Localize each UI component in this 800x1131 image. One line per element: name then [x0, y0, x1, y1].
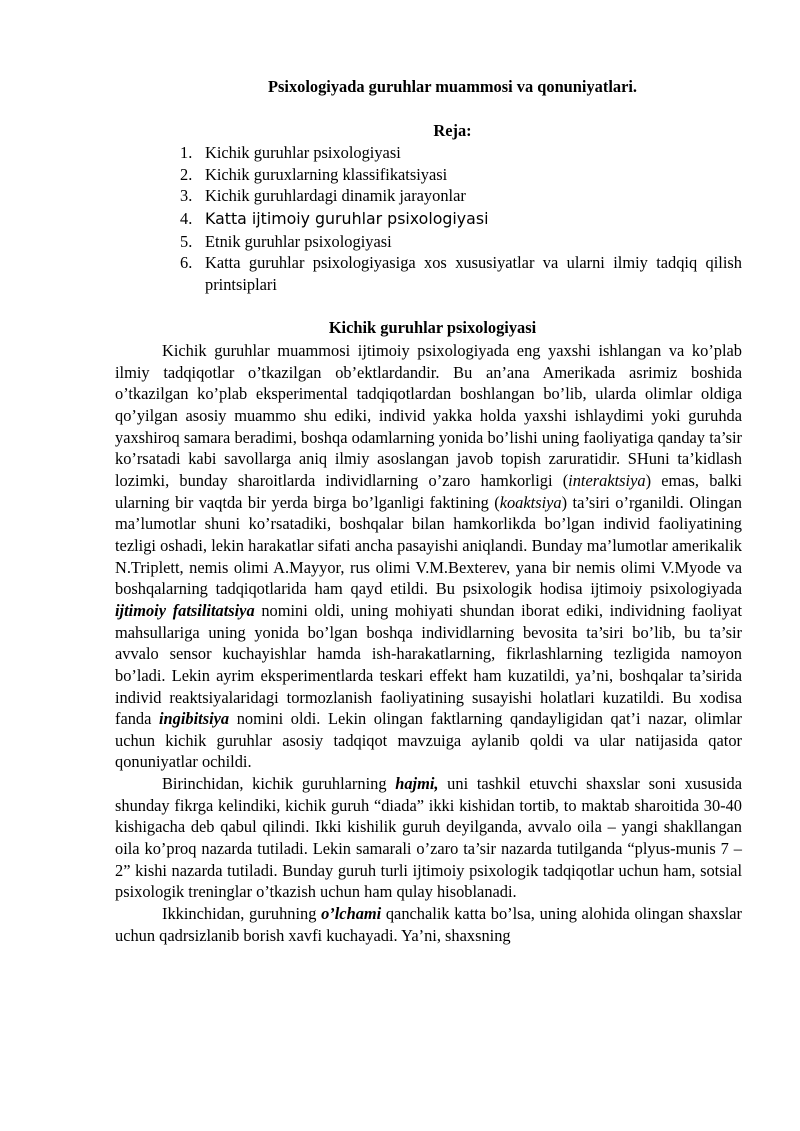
plan-item-text: Kichik guruxlarning klassifikatsiyasi [205, 164, 448, 184]
plan-item-number: 2. [180, 164, 193, 184]
plan-list [180, 142, 742, 295]
paragraph-2 [115, 773, 742, 903]
plan-item [180, 142, 742, 164]
term-bold-italic: ingibitsiya [159, 709, 230, 729]
paragraph-3 [115, 903, 742, 946]
text-run: qanchalik katta bo’lsa, uning alohida olingan shaxslar uchun qadrsizlanib borish xavfi kuchayadi. Ya’ni, shaxsning [115, 904, 742, 945]
plan-item-text: Katta ijtimoiy guruhlar psixologiyasi [205, 208, 489, 228]
document-title: Psixologiyada guruhlar muammosi va qonuniyatlari. [268, 77, 637, 96]
text-run: nomini oldi. Lekin olingan faktlarning qandayligidan qat’i nazar, olimlar uchun kichik guruhlar asosiy tadqiqot mavzuiga aylanib qoldi va ular natijasida qator qonuniyatlar ochildi. [115, 709, 742, 772]
term-bold-italic: hajmi, [395, 774, 439, 794]
section-heading: Kichik guruhlar psixologiyasi [328, 318, 537, 337]
plan-item-number: 1. [180, 143, 193, 162]
text-run: Birinchidan, kichik guruhlarning [162, 774, 396, 794]
term-bold-italic: o’lchami [321, 904, 382, 924]
plan-item-number: 4. [180, 208, 193, 228]
plan-item [180, 231, 742, 253]
term-italic: koaktsiya [499, 492, 562, 512]
paragraph-1 [115, 340, 742, 773]
plan-item-text: Katta guruhlar psixologiyasiga xos xususiyatlar va ularni ilmiy tadqiq qilish printsiplari [205, 253, 742, 294]
plan-item-number: 6. [180, 253, 193, 272]
plan-item [180, 207, 742, 231]
text-run: ) ta’siri o’rganildi. Olingan ma’lumotlar shuni ko’rsatadiki, boshqalar bilan hamkorlikda bo’lgan individ faoliyatining tezligi oshadi, lekin harakatlar sifati ancha pasayishi aniqlandi. Bunday ma’lumotlar amerikalik N.Triplett, nemis olimi A.Mayyor, rus olimi V.M.Bexterev, yana bir nemis olimi V.Myode va boshqalarning tadqiqotlarida ham qayd etildi. Bu psixologik hodisa ijtimoiy psixologiyada [115, 492, 742, 599]
plan-item [180, 185, 742, 207]
plan-item-text: Kichik guruhlardagi dinamik jarayonlar [205, 186, 466, 205]
body-text [115, 340, 742, 946]
text-run: Kichik guruhlar muammosi ijtimoiy psixologiyada eng yaxshi ishlangan va ko’plab ilmiy tadqiqotlar o’tkazilgan ob’ektlardandir. Bu an’ana Amerikada asrimiz boshida o’tkazilgan ko’plab eksperimental tadqiqotlardan boshlangan bo’lib, ularda olimlar oldiga qo’yilgan asosiy muammo shu ediki, individ yakka holda yaxshi ishlaydimi yoki guruhda yaxshiroq samara beradimi, boshqa odamlarning yonida bo’lishi uning faoliyatiga qanday ta’sir ko’rsatadi kabi savollarga aniq ilmiy asoslangan javob topish zaruratidir. SHuni ta’kidlash lozimki, bunday sharoitlarda individlarning o’zaro hamkorligi ( [115, 341, 742, 490]
term-italic: interaktsiya [568, 470, 646, 490]
term-bold-italic: ijtimoiy fatsilitatsiya [115, 600, 255, 620]
plan-item [180, 164, 742, 186]
text-run: nomini oldi, uning mohiyati shundan iborat ediki, individning faoliyat mahsullariga uning yonida bo’lgan boshqa individlarning bevosita ta’siri bo’lib, bu ta’sir avvalo sensor kuchayishlar hamda ish-harakatlarning, fikrlashlarning tezligida namoyon bo’ladi. Lekin ayrim eksperimentlarda teskari effekt ham kuzatildi, ya’ni, boshqalar ta’sirida individ reaktsiyalaridagi tormozlanish faoliyatining susayishi holatlari kuzatildi. Bu xodisa fanda [115, 600, 742, 729]
plan-item [180, 252, 742, 295]
plan-heading: Reja: [433, 121, 472, 140]
plan-item-text: Kichik guruhlar psixologiyasi [205, 143, 401, 162]
plan-item-text: Etnik guruhlar psixologiyasi [205, 231, 392, 251]
plan-item-number: 5. [180, 231, 193, 251]
text-run: ) emas, balki ularning bir vaqtda bir yerda birga bo’lganligi faktining ( [115, 470, 742, 512]
text-run: uni tashkil etuvchi shaxslar soni xususida shunday fikrga kelindiki, kichik guruh “diada” ikki kishidan tortib, to maktab sharoitida 30-40 kishigacha deb qabul qilindi. Ikki kishilik guruh deyilganda, avvalo oila – yangi shakllangan oila ko’proq nazarda tutiladi. Lekin samarali o’zaro ta’sir nazarda tutilganda “plyus-munis 7 – 2” kishi nazarda tutiladi. Bunday guruh turli ijtimoiy psixologik tadqiqotlar uchun ham, sotsial psixologik treninglar o’tkazish uchun ham qulay hisoblanadi. [115, 774, 742, 902]
plan-item-number: 3. [180, 186, 193, 205]
text-run: Ikkinchidan, guruhning [162, 904, 322, 924]
